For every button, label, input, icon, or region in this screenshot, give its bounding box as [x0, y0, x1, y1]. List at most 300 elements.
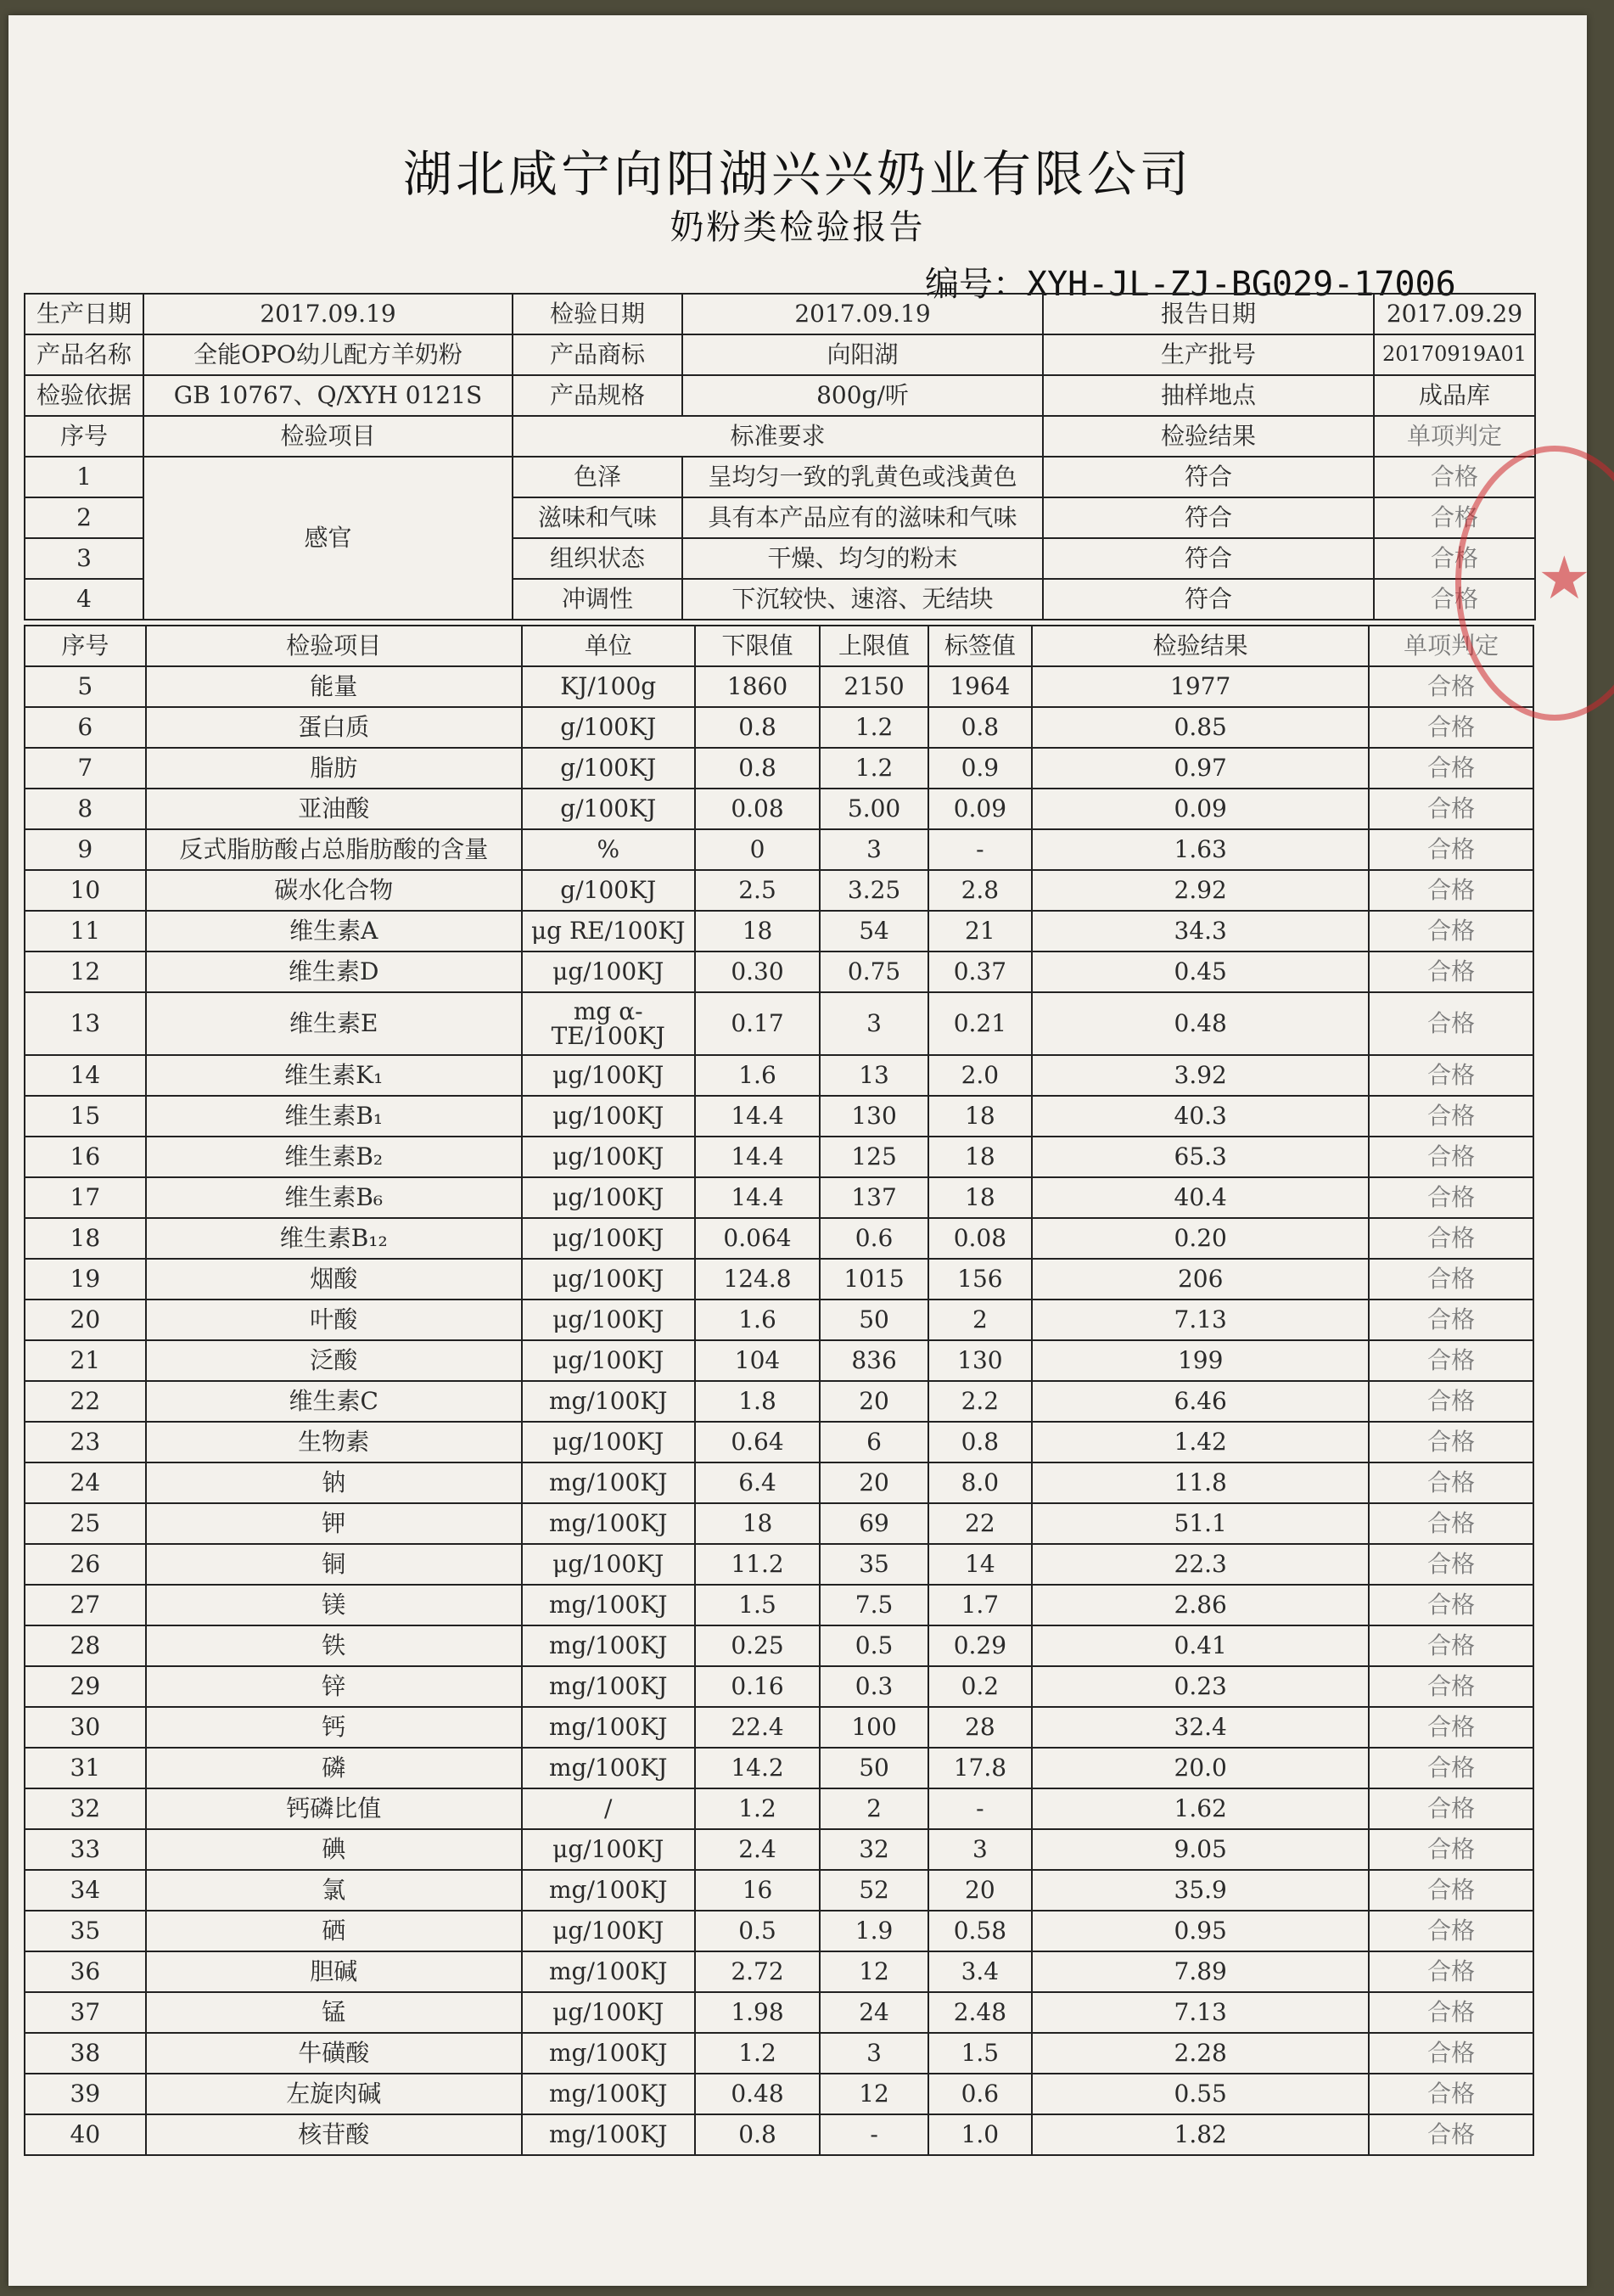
row-verdict: 合格 [1369, 2074, 1533, 2114]
row-verdict: 合格 [1369, 1625, 1533, 1666]
column-header: 标签值 [928, 626, 1032, 666]
sampling-value: 成品库 [1374, 375, 1535, 416]
row-number: 17 [25, 1177, 146, 1218]
table-row [25, 789, 1533, 829]
table-row [25, 666, 1533, 707]
test-result: 1.82 [1032, 2114, 1369, 2155]
sensory-item: 色泽 [513, 457, 682, 497]
sensory-requirement: 具有本产品应有的滋味和气味 [682, 497, 1043, 538]
test-result: 22.3 [1032, 1544, 1369, 1585]
unit-cell: g/100KJ [522, 789, 695, 829]
label-value: 1.5 [928, 2033, 1032, 2074]
unit-cell: mg/100KJ [522, 1870, 695, 1911]
lower-limit: 2.72 [695, 1951, 821, 1992]
upper-limit: 1.2 [820, 748, 927, 789]
lower-limit: 0.8 [695, 707, 821, 748]
report-title: 奶粉类检验报告 [670, 208, 926, 247]
test-item: 钠 [146, 1462, 522, 1503]
test-item: 钙 [146, 1707, 522, 1748]
lower-limit: 0.16 [695, 1666, 821, 1707]
upper-limit: 1015 [820, 1259, 927, 1300]
row-verdict: 合格 [1369, 1422, 1533, 1462]
spec-value: 800g/听 [682, 375, 1043, 416]
label-value: 0.29 [928, 1625, 1032, 1666]
upper-limit: 50 [820, 1748, 927, 1788]
unit-cell: mg/100KJ [522, 1585, 695, 1625]
test-result: 65.3 [1032, 1137, 1369, 1177]
label-value: 1.7 [928, 1585, 1032, 1625]
test-result: 3.92 [1032, 1055, 1369, 1096]
table-row [25, 1055, 1533, 1096]
lower-limit: 1.6 [695, 1055, 821, 1096]
unit-cell: μg/100KJ [522, 1177, 695, 1218]
lower-limit: 1.8 [695, 1381, 821, 1422]
table-row [25, 1300, 1533, 1340]
lower-limit: 0.8 [695, 748, 821, 789]
table-row [25, 1096, 1533, 1137]
test-result: 35.9 [1032, 1870, 1369, 1911]
row-number: 32 [25, 1788, 146, 1829]
unit-cell: % [522, 829, 695, 870]
upper-limit: 54 [820, 911, 927, 952]
row-number: 11 [25, 911, 146, 952]
row-verdict: 合格 [1369, 1748, 1533, 1788]
test-result: 51.1 [1032, 1503, 1369, 1544]
unit-cell: μg/100KJ [522, 1137, 695, 1177]
row-number: 36 [25, 1951, 146, 1992]
sensory-item: 冲调性 [513, 579, 682, 620]
column-header: 检验项目 [146, 626, 522, 666]
upper-limit: 836 [820, 1340, 927, 1381]
table-row [25, 1951, 1533, 1992]
test-result: 2.92 [1032, 870, 1369, 911]
row-verdict: 合格 [1369, 1911, 1533, 1951]
unit-cell: mg/100KJ [522, 1951, 695, 1992]
label-value: 18 [928, 1096, 1032, 1137]
lower-limit: 18 [695, 1503, 821, 1544]
batch-label: 生产批号 [1043, 334, 1374, 375]
label-value: 2.48 [928, 1992, 1032, 2033]
nutrient-rows [25, 666, 1533, 2155]
label-value: 22 [928, 1503, 1032, 1544]
label-value: 2 [928, 1300, 1032, 1340]
upper-limit: 35 [820, 1544, 927, 1585]
row-number: 20 [25, 1300, 146, 1340]
sensory-verdict: 合格 [1374, 579, 1535, 620]
row-verdict: 合格 [1369, 1544, 1533, 1585]
row-verdict: 合格 [1369, 1666, 1533, 1707]
lower-limit: 0.5 [695, 1911, 821, 1951]
lower-limit: 0 [695, 829, 821, 870]
label-value: 2.2 [928, 1381, 1032, 1422]
test-item: 钾 [146, 1503, 522, 1544]
lower-limit: 0.48 [695, 2074, 821, 2114]
row-verdict: 合格 [1369, 829, 1533, 870]
row-verdict: 合格 [1369, 2033, 1533, 2074]
test-result: 1.42 [1032, 1422, 1369, 1462]
test-result: 32.4 [1032, 1707, 1369, 1748]
column-header: 检验结果 [1032, 626, 1369, 666]
table-row [25, 1870, 1533, 1911]
row-number: 39 [25, 2074, 146, 2114]
inspection-date-value: 2017.09.19 [682, 294, 1043, 334]
row-verdict: 合格 [1369, 1096, 1533, 1137]
row-number: 5 [25, 666, 146, 707]
row-number: 3 [25, 538, 143, 579]
row-verdict: 合格 [1369, 1707, 1533, 1748]
label-value: 0.58 [928, 1911, 1032, 1951]
unit-cell: mg/100KJ [522, 1462, 695, 1503]
lower-limit: 124.8 [695, 1259, 821, 1300]
table-row [25, 707, 1533, 748]
row-number: 25 [25, 1503, 146, 1544]
lower-limit: 1.2 [695, 1788, 821, 1829]
row-verdict: 合格 [1369, 666, 1533, 707]
label-value: 17.8 [928, 1748, 1032, 1788]
unit-cell: mg/100KJ [522, 1748, 695, 1788]
row-verdict: 合格 [1369, 1992, 1533, 2033]
row-verdict: 合格 [1369, 911, 1533, 952]
lower-limit: 14.4 [695, 1137, 821, 1177]
row-verdict: 合格 [1369, 1829, 1533, 1870]
sensory-result: 符合 [1043, 457, 1374, 497]
unit-cell: μg RE/100KJ [522, 911, 695, 952]
test-item: 钙磷比值 [146, 1788, 522, 1829]
label-value: 18 [928, 1177, 1032, 1218]
column-header: 序号 [25, 626, 146, 666]
test-item: 碳水化合物 [146, 870, 522, 911]
column-header: 下限值 [695, 626, 821, 666]
table-row [25, 1218, 1533, 1259]
row-number: 19 [25, 1259, 146, 1300]
column-header: 上限值 [820, 626, 927, 666]
test-result: 1.62 [1032, 1788, 1369, 1829]
unit-cell: / [522, 1788, 695, 1829]
table-row [25, 1422, 1533, 1462]
upper-limit: 137 [820, 1177, 927, 1218]
sensory-verdict: 合格 [1374, 497, 1535, 538]
production-date-value: 2017.09.19 [143, 294, 513, 334]
row-number: 10 [25, 870, 146, 911]
unit-cell: μg/100KJ [522, 952, 695, 992]
sensory-verdict: 合格 [1374, 457, 1535, 497]
label-value: 2.0 [928, 1055, 1032, 1096]
unit-cell: g/100KJ [522, 870, 695, 911]
upper-limit: 125 [820, 1137, 927, 1177]
lower-limit: 1.6 [695, 1300, 821, 1340]
test-result: 0.97 [1032, 748, 1369, 789]
row-number: 29 [25, 1666, 146, 1707]
table-row [25, 952, 1533, 992]
test-item: 能量 [146, 666, 522, 707]
row-number: 9 [25, 829, 146, 870]
upper-limit: 20 [820, 1462, 927, 1503]
lower-limit: 1.5 [695, 1585, 821, 1625]
test-item: 反式脂肪酸占总脂肪酸的含量 [146, 829, 522, 870]
row-number: 33 [25, 1829, 146, 1870]
upper-limit: 50 [820, 1300, 927, 1340]
lower-limit: 0.30 [695, 952, 821, 992]
unit-cell: μg/100KJ [522, 1992, 695, 2033]
lower-limit: 1860 [695, 666, 821, 707]
test-result: 1977 [1032, 666, 1369, 707]
test-item: 锰 [146, 1992, 522, 2033]
unit-cell: mg/100KJ [522, 2114, 695, 2155]
unit-cell: mg/100KJ [522, 1503, 695, 1544]
upper-limit: 69 [820, 1503, 927, 1544]
row-verdict: 合格 [1369, 1503, 1533, 1544]
label-value: 0.6 [928, 2074, 1032, 2114]
test-result: 199 [1032, 1340, 1369, 1381]
test-item: 氯 [146, 1870, 522, 1911]
upper-limit: 3 [820, 992, 927, 1055]
test-result: 40.3 [1032, 1096, 1369, 1137]
lower-limit: 2.5 [695, 870, 821, 911]
info-row [25, 334, 1535, 375]
test-result: 7.89 [1032, 1951, 1369, 1992]
unit-cell: μg/100KJ [522, 1422, 695, 1462]
column-header: 标准要求 [513, 416, 1043, 457]
table-row [25, 1503, 1533, 1544]
label-value: 0.21 [928, 992, 1032, 1055]
row-number: 37 [25, 1992, 146, 2033]
row-verdict: 合格 [1369, 1340, 1533, 1381]
test-item: 维生素D [146, 952, 522, 992]
test-result: 9.05 [1032, 1829, 1369, 1870]
upper-limit: 100 [820, 1707, 927, 1748]
test-result: 0.85 [1032, 707, 1369, 748]
row-verdict: 合格 [1369, 1218, 1533, 1259]
row-verdict: 合格 [1369, 1177, 1533, 1218]
row-number: 38 [25, 2033, 146, 2074]
sensory-item: 滋味和气味 [513, 497, 682, 538]
test-result: 6.46 [1032, 1381, 1369, 1422]
test-item: 硒 [146, 1911, 522, 1951]
row-verdict: 合格 [1369, 2114, 1533, 2155]
table-row [25, 1340, 1533, 1381]
table-row [25, 1137, 1533, 1177]
test-item: 牛磺酸 [146, 2033, 522, 2074]
row-number: 12 [25, 952, 146, 992]
test-item: 铁 [146, 1625, 522, 1666]
test-item: 维生素A [146, 911, 522, 952]
upper-limit: 0.75 [820, 952, 927, 992]
label-value: 0.2 [928, 1666, 1032, 1707]
table-row [25, 1748, 1533, 1788]
unit-cell: mg/100KJ [522, 1666, 695, 1707]
table-row [25, 1259, 1533, 1300]
row-number: 40 [25, 2114, 146, 2155]
sensory-row [25, 457, 1535, 497]
upper-limit: 52 [820, 1870, 927, 1911]
row-verdict: 合格 [1369, 1870, 1533, 1911]
label-value: 0.8 [928, 707, 1032, 748]
test-item: 叶酸 [146, 1300, 522, 1340]
table-row [25, 748, 1533, 789]
label-value: 14 [928, 1544, 1032, 1585]
test-result: 0.95 [1032, 1911, 1369, 1951]
unit-cell: mg/100KJ [522, 1381, 695, 1422]
test-item: 维生素B₁₂ [146, 1218, 522, 1259]
row-number: 30 [25, 1707, 146, 1748]
sensory-verdict: 合格 [1374, 538, 1535, 579]
upper-limit: 6 [820, 1422, 927, 1462]
test-result: 7.13 [1032, 1300, 1369, 1340]
row-number: 26 [25, 1544, 146, 1585]
label-value: 3.4 [928, 1951, 1032, 1992]
test-result: 0.09 [1032, 789, 1369, 829]
seal-star-icon: ★ [1538, 543, 1591, 613]
row-number: 1 [25, 457, 143, 497]
table-row [25, 1585, 1533, 1625]
upper-limit: 5.00 [820, 789, 927, 829]
table-row [25, 911, 1533, 952]
upper-limit: 20 [820, 1381, 927, 1422]
unit-cell: μg/100KJ [522, 1300, 695, 1340]
row-number: 23 [25, 1422, 146, 1462]
table-row [25, 829, 1533, 870]
label-value: - [928, 1788, 1032, 1829]
row-number: 35 [25, 1911, 146, 1951]
table-row [25, 870, 1533, 911]
row-verdict: 合格 [1369, 707, 1533, 748]
lower-limit: 104 [695, 1340, 821, 1381]
sensory-item: 组织状态 [513, 538, 682, 579]
label-value: 1.0 [928, 2114, 1032, 2155]
upper-limit: 24 [820, 1992, 927, 2033]
upper-limit: 0.6 [820, 1218, 927, 1259]
test-result: 20.0 [1032, 1748, 1369, 1788]
upper-limit: 0.3 [820, 1666, 927, 1707]
row-verdict: 合格 [1369, 1300, 1533, 1340]
unit-cell: μg/100KJ [522, 1055, 695, 1096]
unit-cell: μg/100KJ [522, 1218, 695, 1259]
test-item: 核苷酸 [146, 2114, 522, 2155]
table-row [25, 1666, 1533, 1707]
report-date-value: 2017.09.29 [1374, 294, 1535, 334]
row-verdict: 合格 [1369, 1462, 1533, 1503]
test-result: 0.45 [1032, 952, 1369, 992]
nutrient-header-row [25, 626, 1533, 666]
unit-cell: mg/100KJ [522, 2033, 695, 2074]
upper-limit: 2150 [820, 666, 927, 707]
test-result: 2.86 [1032, 1585, 1369, 1625]
lower-limit: 14.2 [695, 1748, 821, 1788]
lower-limit: 11.2 [695, 1544, 821, 1585]
row-number: 13 [25, 992, 146, 1055]
table-row [25, 1625, 1533, 1666]
row-number: 24 [25, 1462, 146, 1503]
label-value: 18 [928, 1137, 1032, 1177]
report-number: 编号：XYH-JL-ZJ-BG029-17006 [925, 265, 1456, 304]
table-row [25, 2033, 1533, 2074]
unit-cell: g/100KJ [522, 707, 695, 748]
test-item: 镁 [146, 1585, 522, 1625]
nutrient-table [24, 625, 1534, 2156]
test-item: 胆碱 [146, 1951, 522, 1992]
row-verdict: 合格 [1369, 952, 1533, 992]
basis-value: GB 10767、Q/XYH 0121S [143, 375, 513, 416]
row-number: 7 [25, 748, 146, 789]
upper-limit: 3 [820, 829, 927, 870]
label-value: 156 [928, 1259, 1032, 1300]
test-item: 泛酸 [146, 1340, 522, 1381]
label-value: 21 [928, 911, 1032, 952]
row-number: 4 [25, 579, 143, 620]
label-value: 2.8 [928, 870, 1032, 911]
row-verdict: 合格 [1369, 1585, 1533, 1625]
row-verdict: 合格 [1369, 1381, 1533, 1422]
table-row [25, 1992, 1533, 2033]
column-header: 单项判定 [1369, 626, 1533, 666]
label-value: 130 [928, 1340, 1032, 1381]
test-item: 脂肪 [146, 748, 522, 789]
unit-cell: g/100KJ [522, 748, 695, 789]
row-number: 16 [25, 1137, 146, 1177]
unit-cell: μg/100KJ [522, 1340, 695, 1381]
label-value: 20 [928, 1870, 1032, 1911]
lower-limit: 1.2 [695, 2033, 821, 2074]
lower-limit: 22.4 [695, 1707, 821, 1748]
lower-limit: 6.4 [695, 1462, 821, 1503]
test-item: 左旋肉碱 [146, 2074, 522, 2114]
row-verdict: 合格 [1369, 1259, 1533, 1300]
table-row [25, 2074, 1533, 2114]
lower-limit: 0.17 [695, 992, 821, 1055]
unit-cell: KJ/100g [522, 666, 695, 707]
test-result: 40.4 [1032, 1177, 1369, 1218]
unit-cell: mg/100KJ [522, 1707, 695, 1748]
test-result: 0.48 [1032, 992, 1369, 1055]
sensory-header-row [25, 416, 1535, 457]
table-row [25, 1911, 1533, 1951]
table-row [25, 1707, 1533, 1748]
column-header: 单位 [522, 626, 695, 666]
label-value: 3 [928, 1829, 1032, 1870]
label-value: 28 [928, 1707, 1032, 1748]
unit-cell: μg/100KJ [522, 1096, 695, 1137]
upper-limit: - [820, 2114, 927, 2155]
test-item: 维生素C [146, 1381, 522, 1422]
sensory-result: 符合 [1043, 538, 1374, 579]
label-value: 0.08 [928, 1218, 1032, 1259]
unit-cell: mg α-TE/100KJ [522, 992, 695, 1055]
lower-limit: 0.8 [695, 2114, 821, 2155]
test-result: 11.8 [1032, 1462, 1369, 1503]
unit-cell: μg/100KJ [522, 1911, 695, 1951]
table-row [25, 1788, 1533, 1829]
sensory-result: 符合 [1043, 497, 1374, 538]
lower-limit: 1.98 [695, 1992, 821, 2033]
test-item: 维生素B₆ [146, 1177, 522, 1218]
product-name-label: 产品名称 [25, 334, 143, 375]
row-number: 15 [25, 1096, 146, 1137]
column-header: 序号 [25, 416, 143, 457]
test-item: 维生素E [146, 992, 522, 1055]
test-result: 2.28 [1032, 2033, 1369, 2074]
column-header: 检验项目 [143, 416, 513, 457]
sensory-requirement: 干燥、均匀的粉末 [682, 538, 1043, 579]
row-number: 28 [25, 1625, 146, 1666]
table-row [25, 1462, 1533, 1503]
row-number: 8 [25, 789, 146, 829]
lower-limit: 14.4 [695, 1096, 821, 1137]
report-date-label: 报告日期 [1043, 294, 1374, 334]
production-date-label: 生产日期 [25, 294, 143, 334]
batch-value: 20170919A01 [1374, 334, 1535, 375]
upper-limit: 3 [820, 2033, 927, 2074]
spec-label: 产品规格 [513, 375, 682, 416]
